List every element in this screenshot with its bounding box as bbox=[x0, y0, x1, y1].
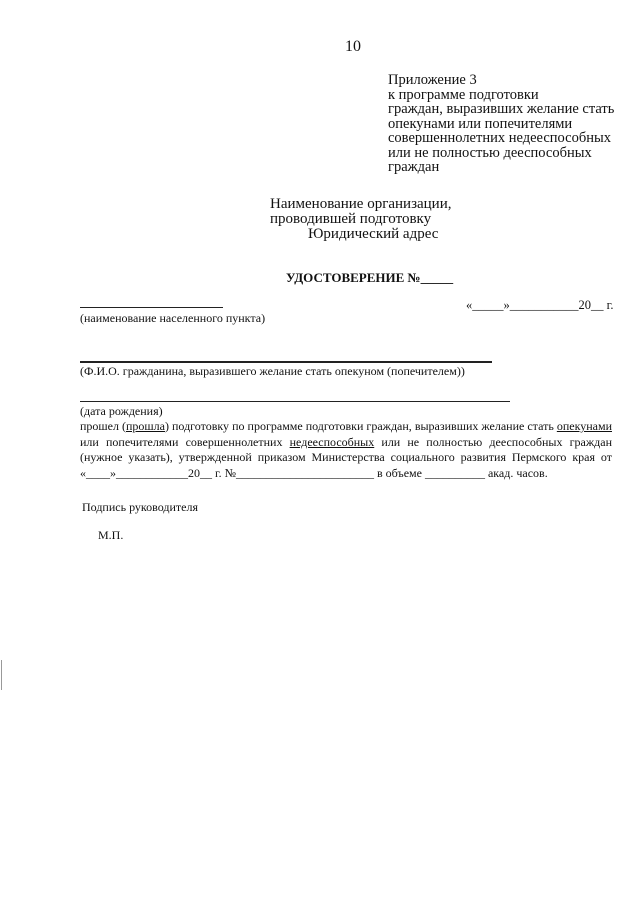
appendix-header bbox=[388, 73, 638, 175]
organization-block bbox=[270, 197, 451, 242]
fio-line bbox=[80, 361, 492, 363]
birth-date-caption: (дата рождения) bbox=[80, 404, 163, 418]
organization-name-label: Наименование организации, bbox=[270, 196, 452, 212]
body-text-underlined: опекунами bbox=[556, 419, 612, 433]
certificate-date-field: «_____»___________20__ г. bbox=[466, 298, 614, 312]
certificate-title: УДОСТОВЕРЕНИЕ №_____ bbox=[286, 270, 454, 285]
fio-caption: (Ф.И.О. гражданина, выразившего желание стать опекуном (попечителем)) bbox=[80, 364, 465, 378]
appendix-line: совершеннолетних недееспособных bbox=[388, 130, 611, 146]
body-text: ) подготовку по программе подготовки граждан, выразивших желание стать bbox=[164, 419, 557, 433]
organization-name-label-cont: проводившей подготовку bbox=[270, 211, 432, 227]
page-number: 10 bbox=[345, 38, 361, 55]
body-text: или попечителями совершеннолетних bbox=[80, 434, 290, 449]
birth-date-line bbox=[80, 401, 510, 402]
body-text: прошел ( bbox=[80, 419, 126, 433]
appendix-line: к программе подготовки bbox=[388, 86, 539, 103]
settlement-caption: (наименование населенного пункта) bbox=[80, 311, 266, 325]
appendix-line: опекунами или попечителями bbox=[388, 115, 573, 132]
certificate-body bbox=[80, 419, 612, 481]
signature-label: Подпись руководителя bbox=[82, 500, 198, 514]
appendix-line: граждан bbox=[388, 159, 440, 175]
appendix-line: Приложение 3 bbox=[388, 72, 477, 88]
settlement-line bbox=[80, 307, 223, 308]
body-text-underlined: недееспособных bbox=[289, 434, 375, 449]
scan-edge-mark bbox=[1, 660, 2, 690]
appendix-line: граждан, выразивших желание стать bbox=[388, 101, 615, 117]
stamp-label: М.П. bbox=[98, 528, 124, 542]
body-text: или не полностью дееспособных граждан (нужное указать), утвержденной приказом Министерства социального развития Пермского края от «____»____________20__ г. №_______________________ в объеме __________ акад. часов. bbox=[80, 434, 612, 480]
appendix-line: или не полностью дееспособных bbox=[388, 144, 592, 161]
body-text-underlined: прошла bbox=[126, 419, 165, 433]
legal-address-label: Юридический адрес bbox=[308, 226, 439, 242]
